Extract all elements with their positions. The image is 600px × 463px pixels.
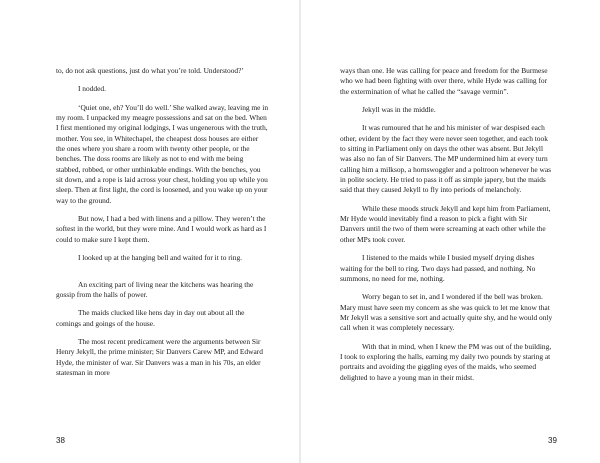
paragraph: But now, I had a bed with linens and a pillow. They weren’t the softest in the world, but they were mine. And I would work as hard as I could to make sure I kept them.: [56, 214, 267, 244]
paragraph: I nodded.: [78, 84, 106, 94]
paragraph: The most recent predicament were the arguments between Sir Henry Jekyll, the prime minister; Sir Danvers Carew MP, and Edward Hyde, the minister of war. Sir Danvers was a man in his 70s, an elder statesman in more: [56, 336, 263, 377]
right-page: [300, 0, 600, 463]
paragraph: I listened to the maids while I busied myself drying dishes waiting for the bell to ring. Two days had passed, and nothing. No summons, no need for me, nothing.: [340, 253, 536, 283]
paragraph: to, do not ask questions, just do what you’re told. Understood?’: [56, 66, 244, 75]
paragraph: While these moods struck Jekyll and kept him from Parliament, Mr Hyde would inevitably find a reason to pick a fight with Sir Danvers until the two of them were screaming at each other while the other MPs took cover.: [340, 203, 551, 244]
paragraph: ‘Quiet one, eh? You’ll do well.’ She walked away, leaving me in my room. I unpacked my meagre possessions and sat on the bed. When I first mentioned my original lodgings, I was ungenerous with the truth, mother. You see, in Whitechapel, the cheapest doss houses are either the ones where you share a room with twenty other people, or the benches. The doss rooms are likely as not to end with me being stabbed, robbed, or other unthinkable endings. With the benches, you sit down, and a rope is laid across your chest, holding you up while you sleep. Then at first light, the cord is loosened, and you wake up on your way to the ground.: [56, 102, 269, 205]
left-page-text: [56, 66, 269, 386]
paragraph: Worry began to set in, and I wondered if the bell was broken. Mary must have seen my concern as she was quick to let me know that Mr Jekyll was a sensitive sort and actually quite shy, and he would only call when it was completely necessary.: [340, 292, 553, 333]
paragraph: I looked up at the hanging bell and waited for it to ring.: [78, 253, 242, 263]
page-number: 39: [548, 436, 557, 445]
page-number: 38: [56, 436, 65, 445]
paragraph: It was rumoured that he and his minister of war despised each other, evident by the fact they were never seen together, and each took to sitting in Parliament only on days the other was absent. But Jekyll was also no fan of Sir Danvers. The MP undermined him at every turn calling him a milksop, a hornswoggler and a poltroon whenever he was in polite society. He tried to pass it off as simple japery, but the maids said that they caused Jekyll to fly into periods of melancholy.: [340, 123, 551, 195]
paragraph: An exciting part of living near the kitchens was hearing the gossip from the halls of power.: [56, 279, 254, 299]
paragraph: ways than one. He was calling for peace and freedom for the Burmese who we had been fighting with over there, while Hyde was calling for the extermination of what he called the “savage vermin”.: [340, 66, 548, 96]
right-page-text: [340, 66, 553, 391]
paragraph: With that in mind, when I knew the PM was out of the building, I took to exploring the halls, earning my daily two pounds by staring at portraits and avoiding the giggling eyes of the maids, who seemed delighted to have a young man in their midst.: [340, 341, 552, 382]
paragraph: Jekyll was in the middle.: [362, 105, 436, 115]
paragraph: The maids clucked like hens day in day out about all the comings and goings of the house.: [56, 308, 245, 328]
